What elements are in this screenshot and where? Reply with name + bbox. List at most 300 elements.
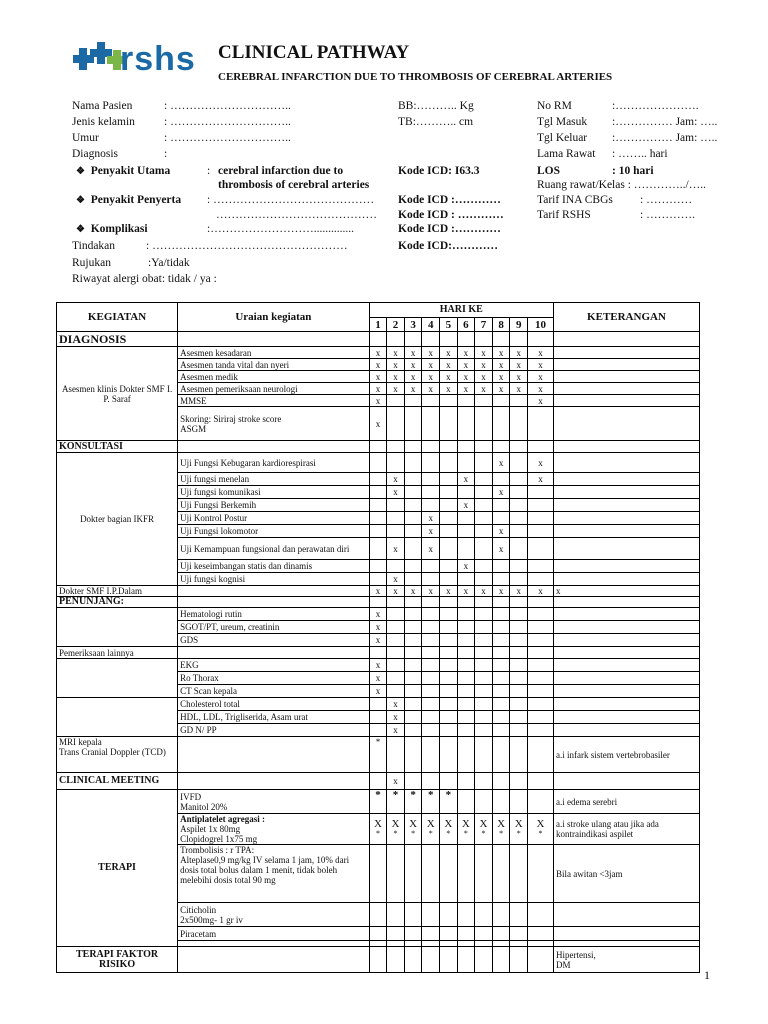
day-mark-cell[interactable] bbox=[510, 560, 528, 573]
day-mark-cell[interactable] bbox=[510, 711, 528, 724]
day-mark-cell[interactable]: x bbox=[387, 698, 405, 711]
day-mark-cell[interactable] bbox=[510, 773, 528, 790]
day-mark-cell[interactable] bbox=[440, 737, 458, 773]
day-mark-cell[interactable] bbox=[510, 672, 528, 685]
day-mark-cell[interactable] bbox=[457, 903, 475, 927]
day-mark-cell[interactable] bbox=[387, 672, 405, 685]
day-mark-cell[interactable]: x bbox=[492, 586, 510, 597]
day-mark-cell[interactable] bbox=[510, 395, 528, 407]
day-mark-cell[interactable] bbox=[404, 737, 422, 773]
day-mark-cell[interactable]: x bbox=[387, 371, 405, 383]
day-mark-cell[interactable]: x bbox=[527, 453, 553, 473]
keterangan-cell[interactable] bbox=[553, 473, 699, 486]
day-mark-cell[interactable] bbox=[510, 845, 528, 903]
day-mark-cell[interactable] bbox=[404, 573, 422, 586]
day-mark-cell[interactable]: x bbox=[404, 586, 422, 597]
day-mark-cell[interactable] bbox=[492, 608, 510, 621]
day-mark-cell[interactable] bbox=[527, 845, 553, 903]
kode-icd-komplikasi[interactable]: Kode ICD :………… bbox=[398, 223, 501, 235]
keterangan-cell[interactable] bbox=[553, 773, 699, 790]
day-mark-cell[interactable] bbox=[527, 685, 553, 698]
day-mark-cell[interactable]: * bbox=[387, 790, 405, 814]
day-mark-cell[interactable] bbox=[475, 790, 493, 814]
day-mark-cell[interactable] bbox=[527, 814, 553, 845]
day-mark-cell[interactable] bbox=[457, 634, 475, 647]
day-mark-cell[interactable] bbox=[510, 473, 528, 486]
keterangan-cell[interactable] bbox=[553, 573, 699, 586]
day-mark-cell[interactable]: x bbox=[422, 512, 440, 525]
day-mark-cell[interactable] bbox=[527, 711, 553, 724]
kode-icd-penyerta-2[interactable]: Kode ICD : ………… bbox=[398, 209, 504, 221]
day-mark-cell[interactable] bbox=[422, 724, 440, 737]
day-mark-cell[interactable] bbox=[404, 512, 422, 525]
day-mark-cell[interactable] bbox=[475, 453, 493, 473]
day-mark-cell[interactable] bbox=[475, 538, 493, 560]
day-mark-cell[interactable] bbox=[422, 737, 440, 773]
day-mark-cell[interactable]: x bbox=[369, 608, 387, 621]
day-mark-cell[interactable]: x bbox=[457, 359, 475, 371]
day-mark-cell[interactable]: x bbox=[422, 538, 440, 560]
day-mark-cell[interactable]: x bbox=[457, 586, 475, 597]
day-mark-cell[interactable] bbox=[440, 773, 458, 790]
day-mark-cell[interactable] bbox=[475, 395, 493, 407]
tgl-masuk-field[interactable]: :…………… Jam: ….. bbox=[612, 116, 718, 128]
day-mark-cell[interactable] bbox=[475, 711, 493, 724]
day-mark-cell[interactable]: x bbox=[510, 359, 528, 371]
day-mark-cell[interactable] bbox=[404, 685, 422, 698]
keterangan-cell[interactable]: x bbox=[553, 586, 699, 597]
day-mark-cell[interactable]: x bbox=[527, 395, 553, 407]
day-mark-cell[interactable] bbox=[492, 634, 510, 647]
day-mark-cell[interactable]: x bbox=[369, 359, 387, 371]
day-mark-cell[interactable]: x bbox=[510, 371, 528, 383]
day-mark-cell[interactable]: x bbox=[475, 586, 493, 597]
day-mark-cell[interactable]: x bbox=[510, 586, 528, 597]
day-mark-cell[interactable] bbox=[457, 525, 475, 538]
day-mark-cell[interactable]: x bbox=[440, 359, 458, 371]
day-mark-cell[interactable] bbox=[369, 473, 387, 486]
day-mark-cell[interactable] bbox=[510, 621, 528, 634]
day-mark-cell[interactable] bbox=[404, 659, 422, 672]
day-mark-cell[interactable] bbox=[527, 790, 553, 814]
day-mark-cell[interactable] bbox=[404, 538, 422, 560]
day-mark-cell[interactable] bbox=[457, 790, 475, 814]
day-mark-cell[interactable]: x bbox=[527, 371, 553, 383]
komplikasi-field[interactable]: :……………………….............. bbox=[207, 223, 354, 235]
day-mark-cell[interactable] bbox=[457, 573, 475, 586]
day-mark-cell[interactable] bbox=[387, 737, 405, 773]
keterangan-faktor[interactable] bbox=[553, 947, 699, 973]
day-mark-cell[interactable]: x bbox=[492, 359, 510, 371]
day-mark-cell[interactable] bbox=[527, 903, 553, 927]
keterangan-cell[interactable] bbox=[553, 538, 699, 560]
day-mark-cell[interactable]: x bbox=[387, 486, 405, 499]
day-mark-cell[interactable] bbox=[422, 407, 440, 441]
day-mark-cell[interactable] bbox=[387, 608, 405, 621]
day-mark-cell[interactable] bbox=[440, 499, 458, 512]
day-mark-cell[interactable]: x bbox=[422, 347, 440, 359]
day-mark-cell[interactable] bbox=[369, 927, 387, 941]
day-mark-cell[interactable] bbox=[510, 573, 528, 586]
day-mark-cell[interactable] bbox=[510, 790, 528, 814]
day-mark-cell[interactable] bbox=[404, 927, 422, 941]
keterangan-cell[interactable] bbox=[553, 383, 699, 395]
day-mark-cell[interactable] bbox=[369, 903, 387, 927]
diagnosis-field[interactable]: : bbox=[164, 148, 168, 160]
day-mark-cell[interactable]: x bbox=[387, 711, 405, 724]
tgl-keluar-field[interactable]: :…………… Jam: ….. bbox=[612, 132, 718, 144]
day-mark-cell[interactable] bbox=[422, 608, 440, 621]
day-mark-cell[interactable] bbox=[404, 525, 422, 538]
day-mark-cell[interactable] bbox=[492, 947, 510, 973]
day-mark-cell[interactable] bbox=[475, 685, 493, 698]
keterangan-cell[interactable] bbox=[553, 499, 699, 512]
day-mark-cell[interactable] bbox=[404, 634, 422, 647]
day-mark-cell[interactable]: x bbox=[369, 672, 387, 685]
day-mark-cell[interactable] bbox=[404, 499, 422, 512]
day-mark-cell[interactable] bbox=[404, 903, 422, 927]
day-mark-cell[interactable] bbox=[440, 659, 458, 672]
day-mark-cell[interactable]: x bbox=[492, 486, 510, 499]
day-mark-cell[interactable]: x bbox=[457, 560, 475, 573]
day-mark-cell[interactable] bbox=[422, 672, 440, 685]
keterangan-cell[interactable] bbox=[553, 903, 699, 927]
day-mark-cell[interactable] bbox=[440, 845, 458, 903]
day-mark-cell[interactable] bbox=[492, 903, 510, 927]
day-mark-cell[interactable]: x bbox=[440, 371, 458, 383]
day-mark-cell[interactable] bbox=[422, 560, 440, 573]
day-mark-cell[interactable] bbox=[422, 659, 440, 672]
day-mark-cell[interactable] bbox=[527, 407, 553, 441]
day-mark-cell[interactable] bbox=[492, 499, 510, 512]
day-mark-cell[interactable] bbox=[422, 927, 440, 941]
day-mark-cell[interactable] bbox=[422, 685, 440, 698]
keterangan-cell[interactable] bbox=[553, 453, 699, 473]
day-mark-cell[interactable]: x bbox=[457, 383, 475, 395]
day-mark-cell[interactable]: x bbox=[440, 586, 458, 597]
keterangan-cell[interactable] bbox=[553, 395, 699, 407]
day-mark-cell[interactable] bbox=[404, 814, 422, 845]
keterangan-mri[interactable]: a.i infark sistem vertebrobasiler bbox=[553, 737, 699, 773]
day-mark-cell[interactable] bbox=[387, 685, 405, 698]
day-mark-cell[interactable] bbox=[475, 407, 493, 441]
nama-pasien-field[interactable]: : ………………………….. bbox=[164, 100, 291, 112]
day-mark-cell[interactable] bbox=[440, 486, 458, 499]
day-mark-cell[interactable] bbox=[457, 453, 475, 473]
day-mark-cell[interactable] bbox=[510, 659, 528, 672]
day-mark-cell[interactable] bbox=[510, 407, 528, 441]
day-mark-cell[interactable] bbox=[510, 608, 528, 621]
day-mark-cell[interactable] bbox=[387, 512, 405, 525]
day-mark-cell[interactable] bbox=[475, 724, 493, 737]
keterangan-cell[interactable] bbox=[553, 371, 699, 383]
day-mark-cell[interactable]: x bbox=[492, 453, 510, 473]
day-mark-cell[interactable]: x bbox=[475, 347, 493, 359]
day-mark-cell[interactable]: x bbox=[527, 586, 553, 597]
day-mark-cell[interactable]: x bbox=[387, 724, 405, 737]
keterangan-cell[interactable] bbox=[553, 672, 699, 685]
day-mark-cell[interactable]: x bbox=[369, 371, 387, 383]
keterangan-antiplatelet[interactable]: a.i stroke ulang atau jika ada kontraindikasi aspilet bbox=[553, 814, 699, 845]
day-mark-cell[interactable] bbox=[457, 845, 475, 903]
day-mark-cell[interactable]: x bbox=[387, 586, 405, 597]
day-mark-cell[interactable]: x bbox=[422, 525, 440, 538]
day-mark-cell[interactable] bbox=[492, 685, 510, 698]
day-mark-cell[interactable] bbox=[457, 685, 475, 698]
day-mark-cell[interactable] bbox=[440, 947, 458, 973]
day-mark-cell[interactable] bbox=[510, 512, 528, 525]
day-mark-cell[interactable] bbox=[387, 659, 405, 672]
day-mark-cell[interactable] bbox=[492, 512, 510, 525]
day-mark-cell[interactable]: x bbox=[457, 473, 475, 486]
day-mark-cell[interactable] bbox=[387, 947, 405, 973]
day-mark-cell[interactable] bbox=[457, 486, 475, 499]
day-mark-cell[interactable] bbox=[527, 608, 553, 621]
kode-icd-penyerta-1[interactable]: Kode ICD :………… bbox=[398, 194, 501, 206]
day-mark-cell[interactable] bbox=[457, 621, 475, 634]
ruang-rawat-field[interactable]: Ruang rawat/Kelas : …………../….. bbox=[537, 179, 706, 191]
day-mark-cell[interactable] bbox=[457, 724, 475, 737]
day-mark-cell[interactable] bbox=[475, 608, 493, 621]
day-mark-cell[interactable]: x bbox=[404, 347, 422, 359]
day-mark-cell[interactable]: x bbox=[422, 586, 440, 597]
day-mark-cell[interactable] bbox=[440, 608, 458, 621]
day-mark-cell[interactable] bbox=[404, 560, 422, 573]
keterangan-cell[interactable] bbox=[553, 634, 699, 647]
day-mark-cell[interactable] bbox=[369, 560, 387, 573]
keterangan-cell[interactable] bbox=[553, 711, 699, 724]
day-mark-cell[interactable]: x bbox=[510, 383, 528, 395]
day-mark-cell[interactable] bbox=[404, 473, 422, 486]
keterangan-cell[interactable] bbox=[553, 927, 699, 941]
day-mark-cell[interactable] bbox=[422, 486, 440, 499]
day-mark-cell[interactable] bbox=[422, 453, 440, 473]
day-mark-cell[interactable] bbox=[510, 814, 528, 845]
day-mark-cell[interactable] bbox=[440, 453, 458, 473]
day-mark-cell[interactable] bbox=[422, 903, 440, 927]
day-mark-cell[interactable] bbox=[510, 499, 528, 512]
day-mark-cell[interactable] bbox=[440, 395, 458, 407]
day-mark-cell[interactable] bbox=[475, 525, 493, 538]
day-mark-cell[interactable]: x bbox=[404, 383, 422, 395]
rujukan-field[interactable]: :Ya/tidak bbox=[148, 257, 190, 269]
day-mark-cell[interactable]: x bbox=[527, 347, 553, 359]
day-mark-cell[interactable] bbox=[440, 473, 458, 486]
day-mark-cell[interactable] bbox=[475, 486, 493, 499]
day-mark-cell[interactable] bbox=[440, 814, 458, 845]
day-mark-cell[interactable]: x bbox=[422, 383, 440, 395]
day-mark-cell[interactable] bbox=[510, 685, 528, 698]
day-mark-cell[interactable] bbox=[440, 525, 458, 538]
day-mark-cell[interactable]: x bbox=[422, 359, 440, 371]
day-mark-cell[interactable] bbox=[457, 538, 475, 560]
day-mark-cell[interactable] bbox=[369, 814, 387, 845]
day-mark-cell[interactable]: x bbox=[387, 773, 405, 790]
day-mark-cell[interactable] bbox=[422, 473, 440, 486]
day-mark-cell[interactable]: x bbox=[387, 359, 405, 371]
lama-rawat-field[interactable]: : …….. hari bbox=[612, 148, 668, 160]
day-mark-cell[interactable]: x bbox=[369, 685, 387, 698]
day-mark-cell[interactable]: x bbox=[369, 659, 387, 672]
day-mark-cell[interactable] bbox=[527, 724, 553, 737]
day-mark-cell[interactable] bbox=[492, 473, 510, 486]
day-mark-cell[interactable] bbox=[369, 698, 387, 711]
keterangan-cell[interactable] bbox=[553, 347, 699, 359]
day-mark-cell[interactable] bbox=[457, 927, 475, 941]
day-mark-cell[interactable] bbox=[457, 608, 475, 621]
day-mark-cell[interactable] bbox=[457, 814, 475, 845]
day-mark-cell[interactable] bbox=[440, 634, 458, 647]
day-mark-cell[interactable] bbox=[422, 621, 440, 634]
day-mark-cell[interactable] bbox=[527, 560, 553, 573]
day-mark-cell[interactable] bbox=[404, 395, 422, 407]
day-mark-cell[interactable] bbox=[440, 560, 458, 573]
kode-icd-tindakan[interactable]: Kode ICD:………… bbox=[398, 240, 498, 252]
day-mark-cell[interactable] bbox=[440, 685, 458, 698]
keterangan-cell[interactable] bbox=[553, 685, 699, 698]
day-mark-cell[interactable] bbox=[510, 453, 528, 473]
penyerta-field-1[interactable]: : …………………………………… bbox=[207, 194, 375, 206]
day-mark-cell[interactable]: x bbox=[387, 538, 405, 560]
day-mark-cell[interactable]: x bbox=[475, 371, 493, 383]
riwayat-alergi-field[interactable]: Riwayat alergi obat: tidak / ya : bbox=[72, 273, 217, 285]
day-mark-cell[interactable]: x bbox=[457, 499, 475, 512]
day-mark-cell[interactable] bbox=[457, 659, 475, 672]
day-mark-cell[interactable] bbox=[492, 773, 510, 790]
day-mark-cell[interactable] bbox=[404, 711, 422, 724]
day-mark-cell[interactable] bbox=[475, 773, 493, 790]
day-mark-cell[interactable] bbox=[369, 486, 387, 499]
day-mark-cell[interactable] bbox=[492, 927, 510, 941]
day-mark-cell[interactable] bbox=[369, 525, 387, 538]
day-mark-cell[interactable] bbox=[527, 698, 553, 711]
day-mark-cell[interactable] bbox=[404, 486, 422, 499]
day-mark-cell[interactable] bbox=[387, 499, 405, 512]
day-mark-cell[interactable]: * bbox=[369, 790, 387, 814]
day-mark-cell[interactable] bbox=[457, 512, 475, 525]
keterangan-cell[interactable] bbox=[553, 698, 699, 711]
day-mark-cell[interactable]: x bbox=[492, 371, 510, 383]
day-mark-cell[interactable] bbox=[440, 672, 458, 685]
day-mark-cell[interactable]: x bbox=[475, 383, 493, 395]
day-mark-cell[interactable] bbox=[492, 711, 510, 724]
day-mark-cell[interactable] bbox=[510, 724, 528, 737]
day-mark-cell[interactable]: * bbox=[422, 790, 440, 814]
day-mark-cell[interactable]: x bbox=[369, 395, 387, 407]
keterangan-cell[interactable] bbox=[553, 608, 699, 621]
day-mark-cell[interactable] bbox=[527, 621, 553, 634]
day-mark-cell[interactable] bbox=[387, 453, 405, 473]
keterangan-manitol[interactable]: a.i edema serebri bbox=[553, 790, 699, 814]
day-mark-cell[interactable] bbox=[457, 773, 475, 790]
day-mark-cell[interactable] bbox=[510, 538, 528, 560]
day-mark-cell[interactable]: x bbox=[457, 371, 475, 383]
day-mark-cell[interactable] bbox=[510, 525, 528, 538]
tarif-ina-field[interactable]: : ………… bbox=[640, 194, 693, 206]
day-mark-cell[interactable] bbox=[527, 672, 553, 685]
day-mark-cell[interactable] bbox=[440, 927, 458, 941]
day-mark-cell[interactable]: x bbox=[369, 621, 387, 634]
day-mark-cell[interactable] bbox=[475, 672, 493, 685]
day-mark-cell[interactable] bbox=[404, 407, 422, 441]
keterangan-trombolisis[interactable]: Bila awitan <3jam bbox=[553, 845, 699, 903]
day-mark-cell[interactable] bbox=[492, 407, 510, 441]
day-mark-cell[interactable] bbox=[527, 525, 553, 538]
day-mark-cell[interactable] bbox=[369, 512, 387, 525]
day-mark-cell[interactable]: x bbox=[492, 525, 510, 538]
day-mark-cell[interactable] bbox=[475, 473, 493, 486]
day-mark-cell[interactable]: x bbox=[422, 371, 440, 383]
day-mark-cell[interactable]: x bbox=[492, 383, 510, 395]
day-mark-cell[interactable] bbox=[440, 573, 458, 586]
day-mark-cell[interactable] bbox=[475, 947, 493, 973]
keterangan-cell[interactable] bbox=[553, 486, 699, 499]
day-mark-cell[interactable] bbox=[492, 724, 510, 737]
day-mark-cell[interactable] bbox=[404, 672, 422, 685]
day-mark-cell[interactable] bbox=[510, 737, 528, 773]
day-mark-cell[interactable] bbox=[492, 672, 510, 685]
day-mark-cell[interactable]: x bbox=[369, 634, 387, 647]
day-mark-cell[interactable]: x bbox=[404, 371, 422, 383]
day-mark-cell[interactable] bbox=[527, 737, 553, 773]
day-mark-cell[interactable] bbox=[404, 845, 422, 903]
day-mark-cell[interactable] bbox=[475, 737, 493, 773]
day-mark-cell[interactable] bbox=[475, 845, 493, 903]
day-mark-cell[interactable] bbox=[475, 512, 493, 525]
day-mark-cell[interactable] bbox=[527, 927, 553, 941]
day-mark-cell[interactable]: x bbox=[387, 347, 405, 359]
day-mark-cell[interactable] bbox=[387, 395, 405, 407]
day-mark-cell[interactable] bbox=[387, 621, 405, 634]
penyerta-field-2[interactable]: …………………………………… bbox=[216, 209, 377, 221]
day-mark-cell[interactable] bbox=[404, 453, 422, 473]
day-mark-cell[interactable] bbox=[422, 573, 440, 586]
day-mark-cell[interactable] bbox=[422, 845, 440, 903]
day-mark-cell[interactable] bbox=[527, 512, 553, 525]
day-mark-cell[interactable] bbox=[404, 773, 422, 790]
day-mark-cell[interactable] bbox=[475, 927, 493, 941]
tarif-rshs-field[interactable]: : …………. bbox=[640, 209, 695, 221]
day-mark-cell[interactable] bbox=[457, 711, 475, 724]
day-mark-cell[interactable]: x bbox=[510, 347, 528, 359]
day-mark-cell[interactable] bbox=[440, 512, 458, 525]
day-mark-cell[interactable] bbox=[422, 634, 440, 647]
day-mark-cell[interactable] bbox=[492, 814, 510, 845]
day-mark-cell[interactable]: x bbox=[369, 586, 387, 597]
day-mark-cell[interactable] bbox=[387, 845, 405, 903]
day-mark-cell[interactable] bbox=[369, 499, 387, 512]
day-mark-cell[interactable] bbox=[387, 525, 405, 538]
day-mark-cell[interactable] bbox=[369, 773, 387, 790]
day-mark-cell[interactable] bbox=[369, 453, 387, 473]
day-mark-cell[interactable] bbox=[440, 724, 458, 737]
day-mark-cell[interactable] bbox=[492, 698, 510, 711]
day-mark-cell[interactable] bbox=[387, 634, 405, 647]
day-mark-cell[interactable] bbox=[527, 773, 553, 790]
keterangan-cell[interactable] bbox=[553, 359, 699, 371]
day-mark-cell[interactable] bbox=[475, 560, 493, 573]
day-mark-cell[interactable] bbox=[457, 672, 475, 685]
day-mark-cell[interactable] bbox=[369, 573, 387, 586]
keterangan-cell[interactable] bbox=[553, 525, 699, 538]
day-mark-cell[interactable] bbox=[475, 814, 493, 845]
day-mark-cell[interactable] bbox=[527, 538, 553, 560]
day-mark-cell[interactable] bbox=[440, 407, 458, 441]
umur-field[interactable]: : ………………………….. bbox=[164, 132, 291, 144]
keterangan-cell[interactable] bbox=[553, 512, 699, 525]
day-mark-cell[interactable]: x bbox=[475, 359, 493, 371]
day-mark-cell[interactable]: x bbox=[457, 347, 475, 359]
